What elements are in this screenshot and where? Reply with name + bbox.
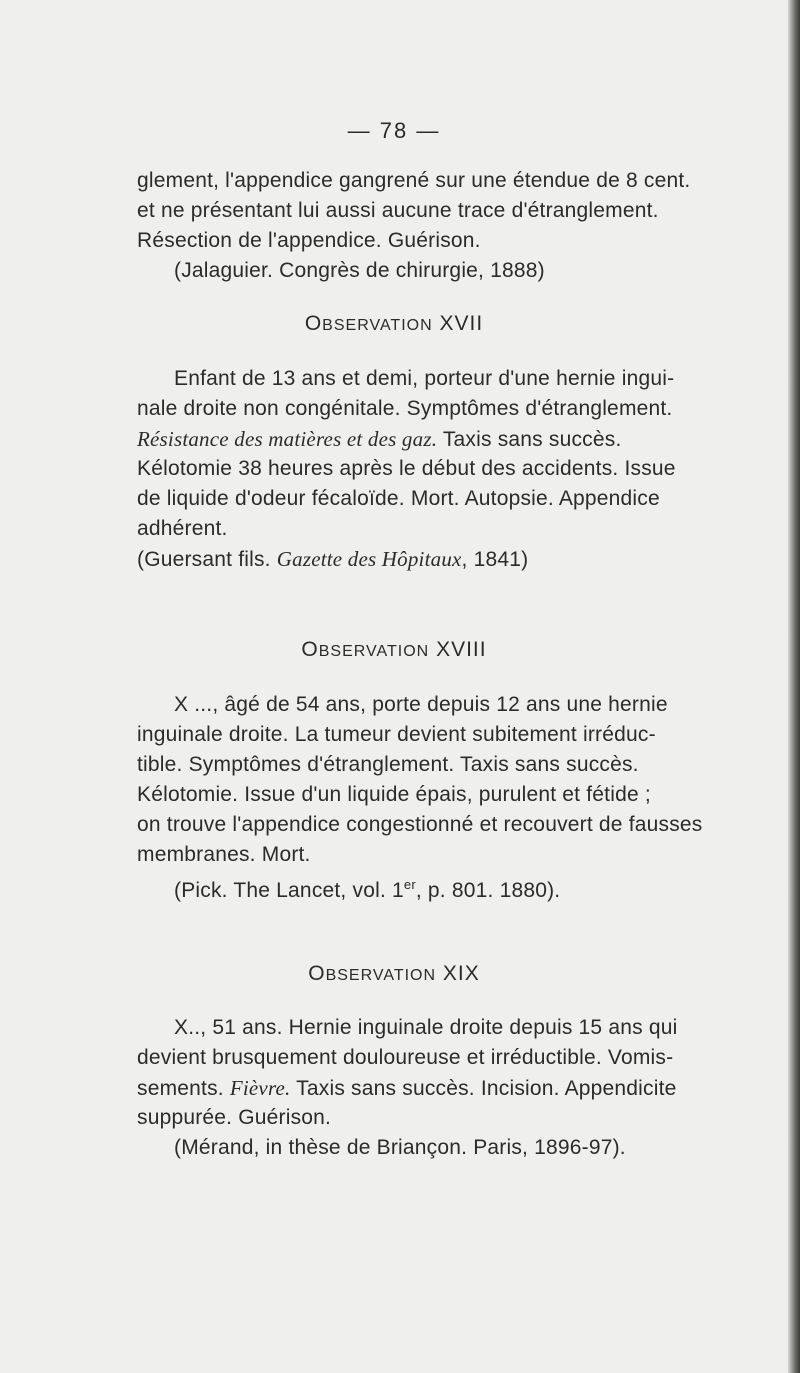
citation: (Jalaguier. Congrès de chirurgie, 1888) [174, 259, 545, 282]
text-line: glement, l'appendice gangrené sur une étendue de 8 cent. [137, 169, 691, 192]
heading-word: BSERVATION [325, 967, 437, 984]
text-line: Résection de l'appendice. Guérison. [137, 229, 481, 252]
text-span: sements. [137, 1077, 230, 1100]
text-line [137, 424, 767, 454]
heading-number: XVII [439, 312, 484, 335]
citation: (Mérand, in thèse de Briançon. Paris, 1896-97). [174, 1136, 626, 1159]
observation-xviii-text [137, 690, 767, 900]
observation-xvii-text [137, 364, 767, 574]
text-line: de liquide d'odeur fécaloïde. Mort. Autopsie. Appendice [137, 487, 660, 510]
heading-initial: O [308, 962, 326, 985]
text-line: X ..., âgé de 54 ans, porte depuis 12 ans une hernie [174, 693, 668, 716]
text-line: Enfant de 13 ans et demi, porteur d'une hernie ingui- [174, 367, 675, 390]
italic-text: Fièvre. [229, 1076, 291, 1100]
heading-initial: O [304, 312, 323, 335]
text-line: inguinale droite. La tumeur devient subitement irréduc- [137, 723, 656, 746]
text-line: X.., 51 ans. Hernie inguinale droite depuis 15 ans qui [174, 1016, 678, 1039]
text-span: , 1841) [461, 548, 529, 571]
observation-heading-xviii [0, 638, 788, 662]
text-line: et ne présentant lui aussi aucune trace d'étranglement. [137, 199, 659, 222]
heading-number: XIX [442, 962, 480, 985]
text-line: devient brusquement douloureuse et irréductible. Vomis- [137, 1046, 674, 1069]
text-line [137, 1073, 767, 1103]
text-line: adhérent. [137, 517, 228, 540]
text-line: membranes. Mort. [137, 843, 311, 866]
observation-heading-xix [0, 962, 788, 986]
heading-initial: O [301, 638, 319, 661]
text-span: Taxis sans succès. Incision. Appendicite [290, 1077, 677, 1100]
text-span: , p. 801. 1880). [415, 879, 561, 902]
page-edge-shadow [788, 0, 800, 1373]
citation [137, 544, 767, 574]
observation-xix-text [137, 1013, 767, 1163]
heading-word: BSERVATION [318, 643, 430, 660]
observation-heading-xvii [0, 312, 788, 336]
paragraph-continuation [137, 166, 767, 286]
text-line: Kélotomie 38 heures après le début des accidents. Issue [137, 457, 676, 480]
citation [137, 870, 767, 900]
page-number: — 78 — [347, 118, 441, 143]
text-span: (Guersant fils. [137, 548, 277, 571]
italic-text: Résistance des matières et des gaz. [137, 427, 438, 451]
heading-number: XVIII [436, 638, 487, 661]
text-line: tible. Symptômes d'étranglement. Taxis sans succès. [137, 753, 639, 776]
superscript: er [403, 877, 416, 892]
text-line: suppurée. Guérison. [137, 1106, 332, 1129]
text-line: nale droite non congénitale. Symptômes d'étranglement. [137, 397, 673, 420]
text-span: (Pick. The Lancet, vol. 1 [174, 879, 404, 902]
text-span: Taxis sans succès. [437, 428, 622, 451]
text-line: on trouve l'appendice congestionné et recouvert de fausses [137, 813, 703, 836]
heading-word: BSERVATION [322, 317, 433, 334]
text-line: Kélotomie. Issue d'un liquide épais, purulent et fétide ; [137, 783, 651, 806]
italic-text: Gazette des Hôpitaux [276, 547, 462, 571]
